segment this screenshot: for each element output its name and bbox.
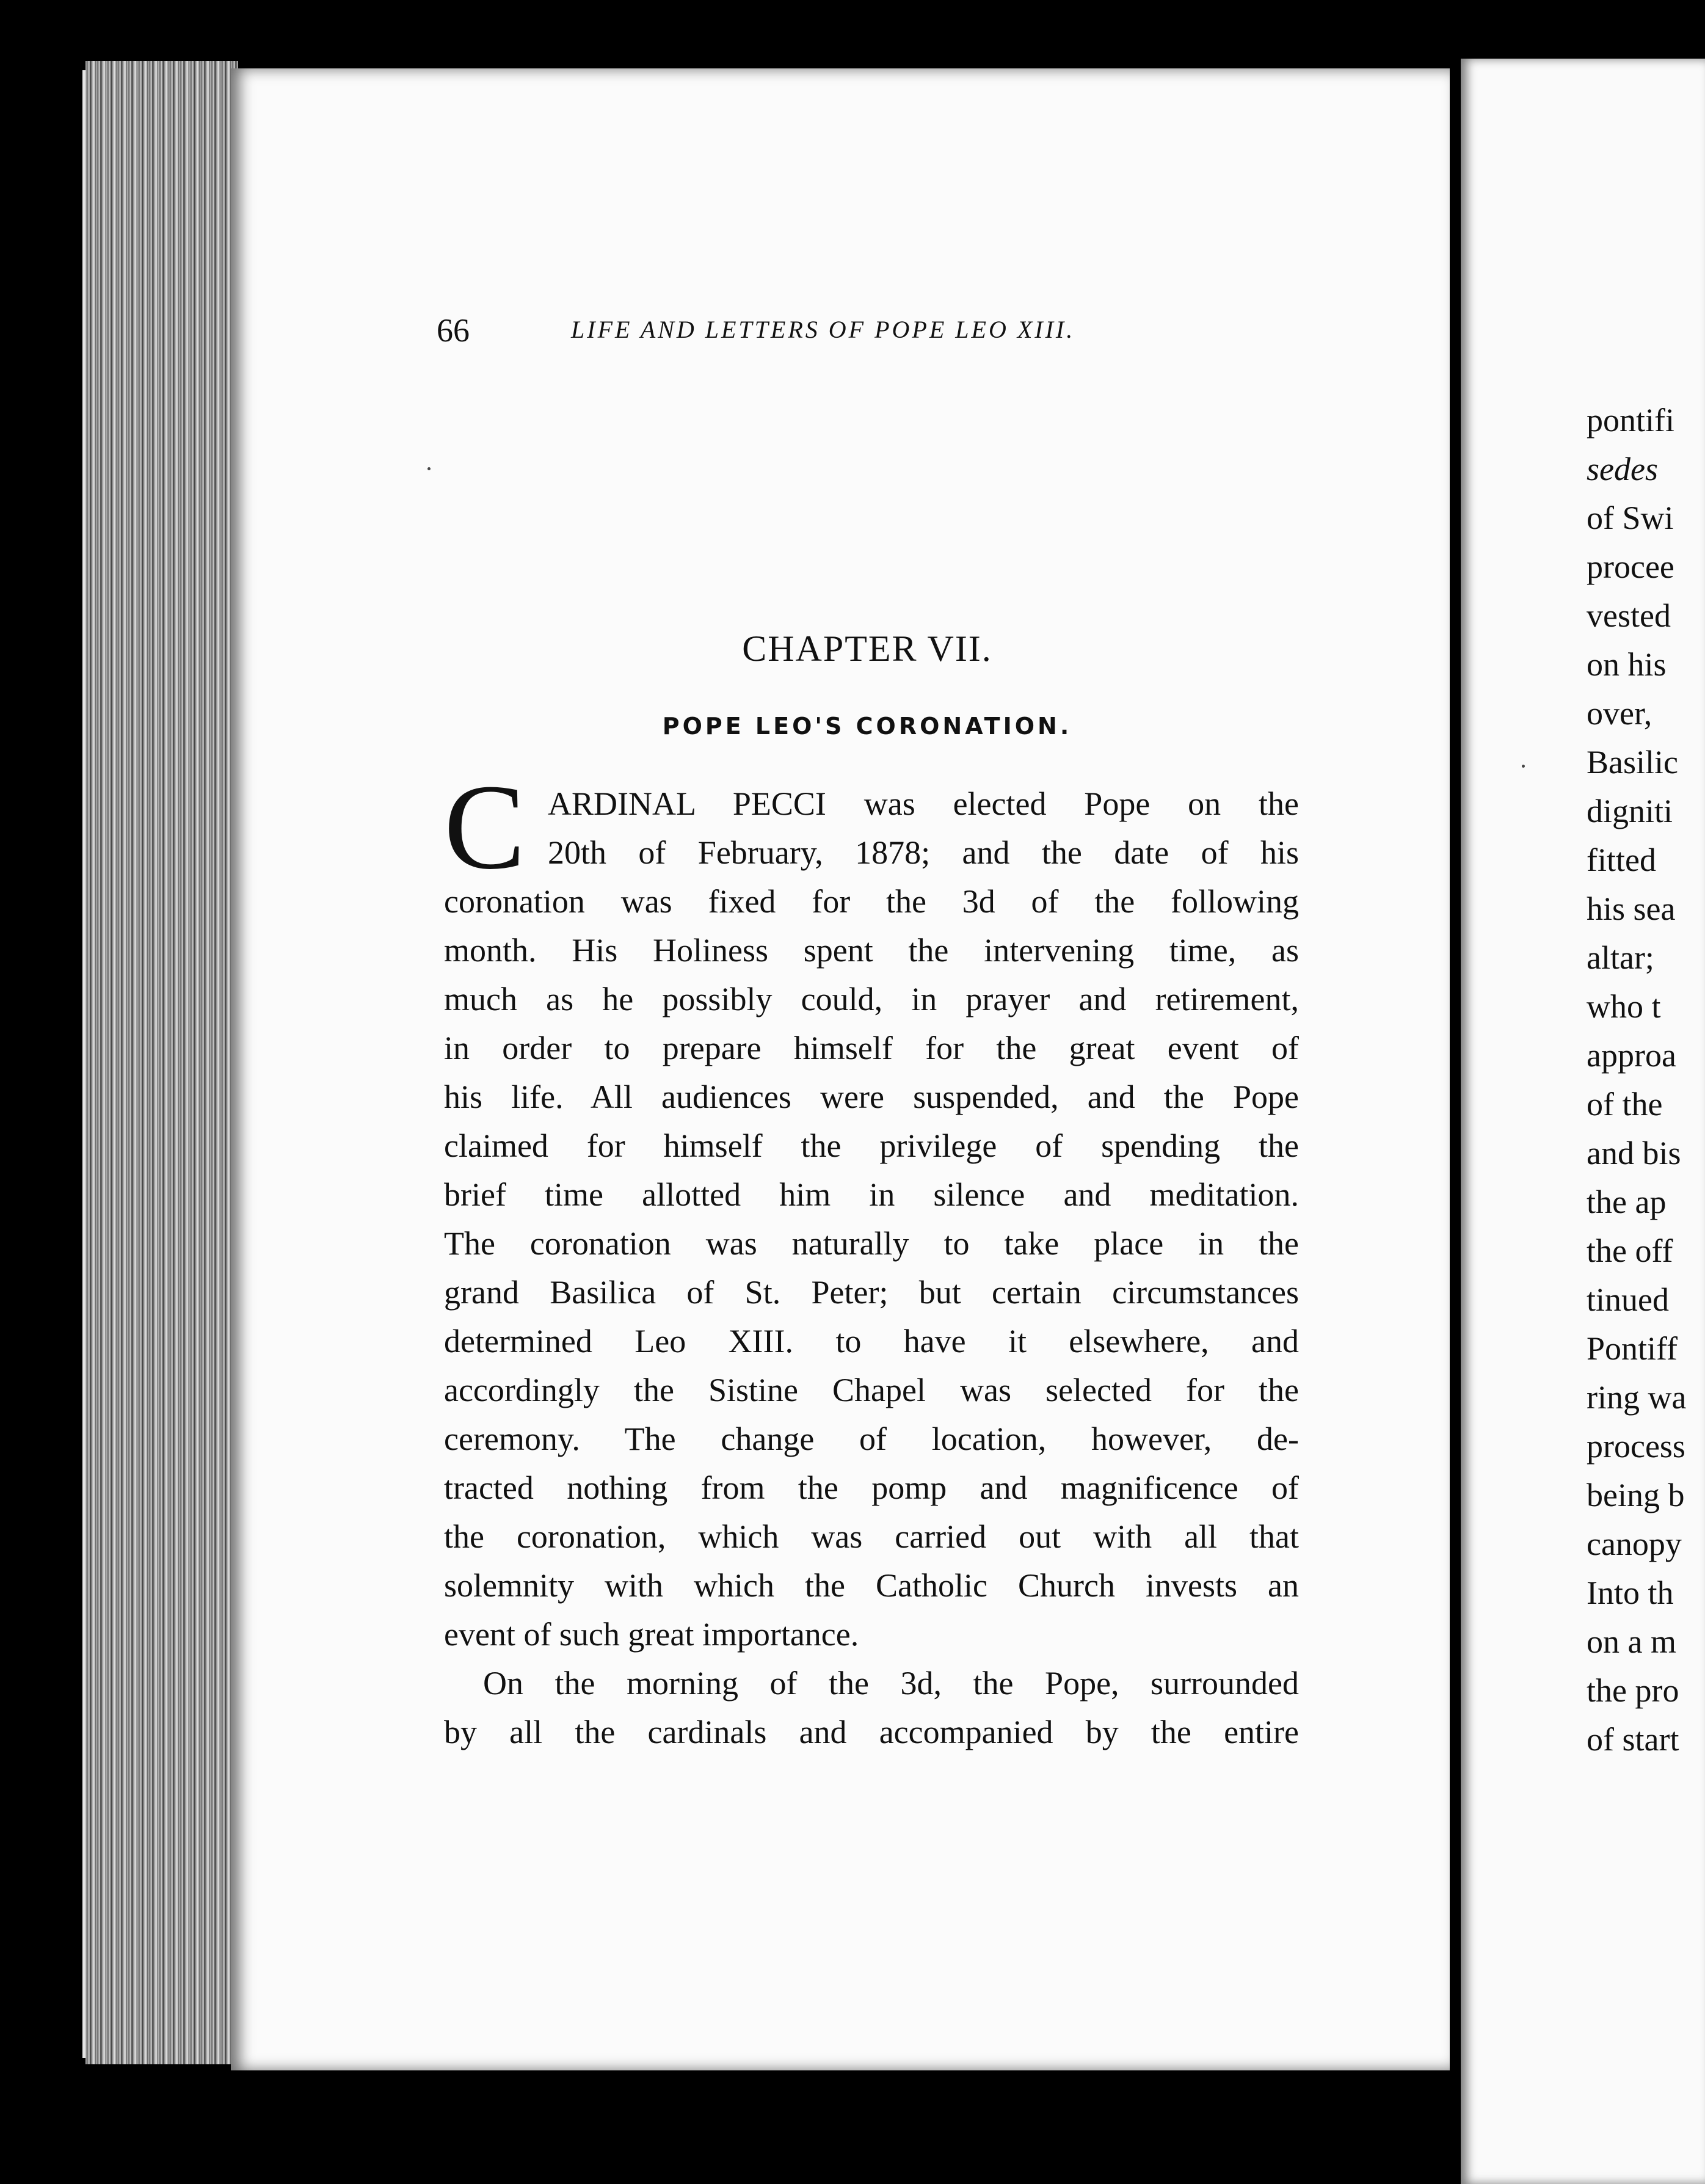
text-line: determined Leo XIII. to have it elsewhere, and: [444, 1323, 1299, 1360]
text-line: solemnity with which the Catholic Church invests an: [444, 1567, 1299, 1604]
running-header: [437, 311, 1304, 354]
book-gutter: [1450, 61, 1461, 2184]
book-page-edges: [85, 61, 238, 2064]
text-line: month. His Holiness spent the intervening time, as: [444, 932, 1299, 969]
text-line: of Swi: [1587, 500, 1674, 536]
text-line: much as he possibly could, in prayer and retirement,: [444, 981, 1299, 1017]
text-line: grand Basilica of St. Peter; but certain circumstances: [444, 1274, 1299, 1311]
text-line: ARDINAL PECCI was elected Pope on the: [548, 785, 1299, 822]
text-line: the pro: [1587, 1672, 1679, 1709]
text-line: accordingly the Sistine Chapel was selected for the: [444, 1372, 1299, 1408]
text-line: in order to prepare himself for the great event of: [444, 1030, 1299, 1066]
text-line: fitted: [1587, 842, 1656, 878]
text-line: ceremony. The change of location, however, de-: [444, 1421, 1299, 1457]
text-line: who t: [1587, 988, 1661, 1025]
text-line: tinued: [1587, 1281, 1669, 1318]
speck: [1522, 765, 1525, 768]
text-line: on a m: [1587, 1623, 1676, 1660]
text-line: process: [1587, 1428, 1685, 1465]
page-number: 66: [437, 312, 470, 349]
text-line: and bis: [1587, 1135, 1681, 1171]
text-line: his life. All audiences were suspended, and the Pope: [444, 1079, 1299, 1115]
text-line: on his: [1587, 646, 1667, 683]
text-line: ring wa: [1587, 1379, 1687, 1416]
chapter-title: CHAPTER VII.: [742, 628, 992, 669]
text-line: tracted nothing from the pomp and magnificence of: [444, 1469, 1299, 1506]
text-line: Basilic: [1587, 744, 1678, 781]
text-line: of start: [1587, 1721, 1679, 1758]
text-line: being b: [1587, 1477, 1685, 1513]
text-line: Pontiff: [1587, 1330, 1678, 1367]
text-line: canopy: [1587, 1526, 1682, 1562]
running-title: LIFE AND LETTERS OF POPE LEO XIII.: [571, 316, 1075, 343]
text-line: over,: [1587, 695, 1652, 732]
text-line: the coronation, which was carried out with all that: [444, 1518, 1299, 1555]
right-page: [1461, 59, 1705, 2184]
text-line: approa: [1587, 1037, 1676, 1074]
text-line: procee: [1587, 548, 1674, 585]
speck: [427, 467, 431, 470]
text-line: sedes: [1587, 451, 1658, 487]
text-line: by all the cardinals and accompanied by the entire: [444, 1714, 1299, 1750]
text-line: claimed for himself the privilege of spending the: [444, 1127, 1299, 1164]
text-line: vested: [1587, 597, 1671, 634]
text-line: his sea: [1587, 890, 1676, 927]
text-line: event of such great importance.: [444, 1616, 859, 1653]
text-line: coronation was fixed for the 3d of the following: [444, 883, 1299, 920]
text-line: altar;: [1587, 939, 1654, 976]
text-line: Into th: [1587, 1574, 1674, 1611]
drop-cap: C: [444, 760, 526, 895]
text-line: digniti: [1587, 793, 1673, 829]
text-line: the off: [1587, 1232, 1673, 1269]
text-line: the ap: [1587, 1184, 1667, 1220]
text-line: brief time allotted him in silence and meditation.: [444, 1176, 1299, 1213]
text-line: The coronation was naturally to take place in the: [444, 1225, 1299, 1262]
chapter-subtitle: POPE LEO'S CORONATION.: [662, 713, 1072, 740]
text-line: of the: [1587, 1086, 1663, 1123]
text-line: On the morning of the 3d, the Pope, surrounded: [483, 1665, 1299, 1702]
text-line: pontifi: [1587, 402, 1674, 439]
text-line: 20th of February, 1878; and the date of his: [548, 834, 1299, 871]
